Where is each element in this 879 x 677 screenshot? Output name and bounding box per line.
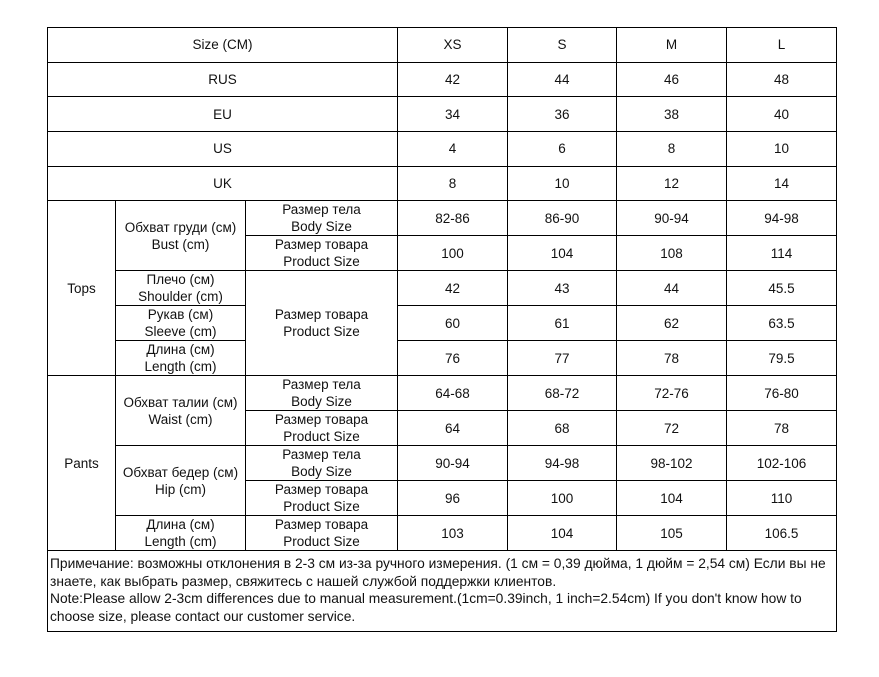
table-cell: 68 — [508, 411, 617, 446]
table-cell: 14 — [727, 166, 837, 201]
table-cell: 94-98 — [508, 446, 617, 481]
pants-length-label-ru: Длина (см) — [146, 517, 215, 533]
eu-label: EU — [48, 97, 398, 132]
table-cell: 76 — [398, 341, 508, 376]
uk-label: UK — [48, 166, 398, 201]
table-cell: 106.5 — [727, 516, 837, 551]
table-cell: 96 — [398, 481, 508, 516]
waist-label — [116, 376, 246, 446]
table-row — [48, 271, 837, 306]
length-label-ru: Длина (см) — [146, 342, 215, 358]
table-cell: 48 — [727, 62, 837, 97]
table-cell: 62 — [617, 306, 727, 341]
product-size-label — [246, 236, 398, 271]
table-row — [48, 62, 837, 97]
table-cell: 38 — [617, 97, 727, 132]
product-size-en: Product Size — [283, 429, 360, 445]
table-cell: 108 — [617, 236, 727, 271]
product-size-label — [246, 271, 398, 376]
header-row — [48, 28, 837, 63]
product-size-label — [246, 481, 398, 516]
measurement-note — [48, 551, 837, 632]
table-cell: 64-68 — [398, 376, 508, 411]
table-cell: 98-102 — [617, 446, 727, 481]
table-cell: 10 — [508, 166, 617, 201]
body-size-label — [246, 446, 398, 481]
table-cell: 44 — [617, 271, 727, 306]
table-cell: 79.5 — [727, 341, 837, 376]
table-cell: 72-76 — [617, 376, 727, 411]
bust-label — [116, 201, 246, 271]
size-s-header: S — [508, 28, 617, 63]
table-cell: 42 — [398, 271, 508, 306]
size-cm-header: Size (CM) — [48, 28, 398, 63]
table-cell: 44 — [508, 62, 617, 97]
table-cell: 100 — [398, 236, 508, 271]
size-l-header: L — [727, 28, 837, 63]
table-cell: 114 — [727, 236, 837, 271]
hip-label-en: Hip (cm) — [155, 481, 206, 497]
waist-label-ru: Обхват талии (см) — [123, 394, 238, 410]
table-cell: 36 — [508, 97, 617, 132]
shoulder-label-en: Shoulder (cm) — [138, 289, 223, 305]
product-size-label — [246, 516, 398, 551]
sleeve-label — [116, 306, 246, 341]
product-size-ru: Размер товара — [274, 237, 369, 253]
table-cell: 6 — [508, 132, 617, 167]
body-size-label — [246, 376, 398, 411]
product-size-en: Product Size — [283, 499, 360, 515]
table-cell: 34 — [398, 97, 508, 132]
product-size-en: Product Size — [283, 534, 360, 550]
body-size-ru: Размер тела — [282, 202, 361, 218]
table-cell: 12 — [617, 166, 727, 201]
table-cell: 72 — [617, 411, 727, 446]
rus-label: RUS — [48, 62, 398, 97]
table-cell: 104 — [508, 516, 617, 551]
shoulder-label-ru: Плечо (см) — [146, 272, 215, 288]
length-label — [116, 341, 246, 376]
table-cell: 4 — [398, 132, 508, 167]
bust-label-ru: Обхват груди (см) — [124, 219, 237, 235]
table-cell: 100 — [508, 481, 617, 516]
table-cell: 77 — [508, 341, 617, 376]
body-size-ru: Размер тела — [282, 447, 361, 463]
table-row — [48, 516, 837, 551]
pants-label: Pants — [48, 376, 116, 551]
pants-length-label-en: Length (cm) — [144, 534, 217, 550]
table-cell: 63.5 — [727, 306, 837, 341]
table-cell: 61 — [508, 306, 617, 341]
note-row — [48, 551, 837, 632]
body-size-en: Body Size — [291, 464, 352, 480]
length-label-en: Length (cm) — [144, 359, 217, 375]
table-cell: 42 — [398, 62, 508, 97]
hip-label-ru: Обхват бедер (см) — [122, 464, 239, 480]
table-cell: 64 — [398, 411, 508, 446]
product-size-ru: Размер товара — [274, 412, 369, 428]
table-cell: 104 — [617, 481, 727, 516]
table-cell: 78 — [617, 341, 727, 376]
table-row — [48, 341, 837, 376]
product-size-ru: Размер товара — [274, 307, 369, 323]
size-m-header: M — [617, 28, 727, 63]
product-size-ru: Размер товара — [274, 482, 369, 498]
table-cell: 40 — [727, 97, 837, 132]
table-cell: 8 — [398, 166, 508, 201]
note-en: Note:Please allow 2-3cm differences due to manual measurement.(1cm=0.39inch, 1 inch=2.54cm) If you don't know how to choose size, please contact our customer service. — [50, 591, 802, 624]
body-size-ru: Размер тела — [282, 377, 361, 393]
table-cell: 82-86 — [398, 201, 508, 236]
shoulder-label — [116, 271, 246, 306]
table-cell: 68-72 — [508, 376, 617, 411]
table-cell: 102-106 — [727, 446, 837, 481]
table-row — [48, 376, 837, 411]
product-size-en: Product Size — [283, 324, 360, 340]
waist-label-en: Waist (cm) — [148, 411, 213, 427]
note-ru: Примечание: возможны отклонения в 2-3 см из-за ручного измерения. (1 см = 0,39 дюйма, 1 дюйм = 2,54 см) Если вы не знаете, как выбрать размер, свяжитесь с нашей службой поддержки клиентов. — [50, 556, 826, 589]
body-size-en: Body Size — [291, 394, 352, 410]
table-row — [48, 201, 837, 236]
tops-label: Tops — [48, 201, 116, 376]
table-cell: 43 — [508, 271, 617, 306]
bust-label-en: Bust (cm) — [151, 236, 210, 252]
table-cell: 90-94 — [398, 446, 508, 481]
product-size-en: Product Size — [283, 254, 360, 270]
table-cell: 86-90 — [508, 201, 617, 236]
product-size-label — [246, 411, 398, 446]
table-cell: 76-80 — [727, 376, 837, 411]
body-size-label — [246, 201, 398, 236]
table-cell: 90-94 — [617, 201, 727, 236]
table-cell: 94-98 — [727, 201, 837, 236]
table-cell: 78 — [727, 411, 837, 446]
sleeve-label-ru: Рукав (см) — [147, 307, 214, 323]
table-row — [48, 446, 837, 481]
pants-length-label — [116, 516, 246, 551]
product-size-ru: Размер товара — [274, 517, 369, 533]
table-cell: 110 — [727, 481, 837, 516]
size-xs-header: XS — [398, 28, 508, 63]
table-cell: 60 — [398, 306, 508, 341]
table-row — [48, 166, 837, 201]
body-size-en: Body Size — [291, 219, 352, 235]
table-cell: 46 — [617, 62, 727, 97]
size-chart-table — [47, 27, 837, 632]
table-cell: 10 — [727, 132, 837, 167]
us-label: US — [48, 132, 398, 167]
table-cell: 45.5 — [727, 271, 837, 306]
sleeve-label-en: Sleeve (cm) — [144, 324, 217, 340]
table-cell: 104 — [508, 236, 617, 271]
table-cell: 103 — [398, 516, 508, 551]
table-row — [48, 306, 837, 341]
table-row — [48, 132, 837, 167]
table-cell: 105 — [617, 516, 727, 551]
hip-label — [116, 446, 246, 516]
table-cell: 8 — [617, 132, 727, 167]
table-row — [48, 97, 837, 132]
